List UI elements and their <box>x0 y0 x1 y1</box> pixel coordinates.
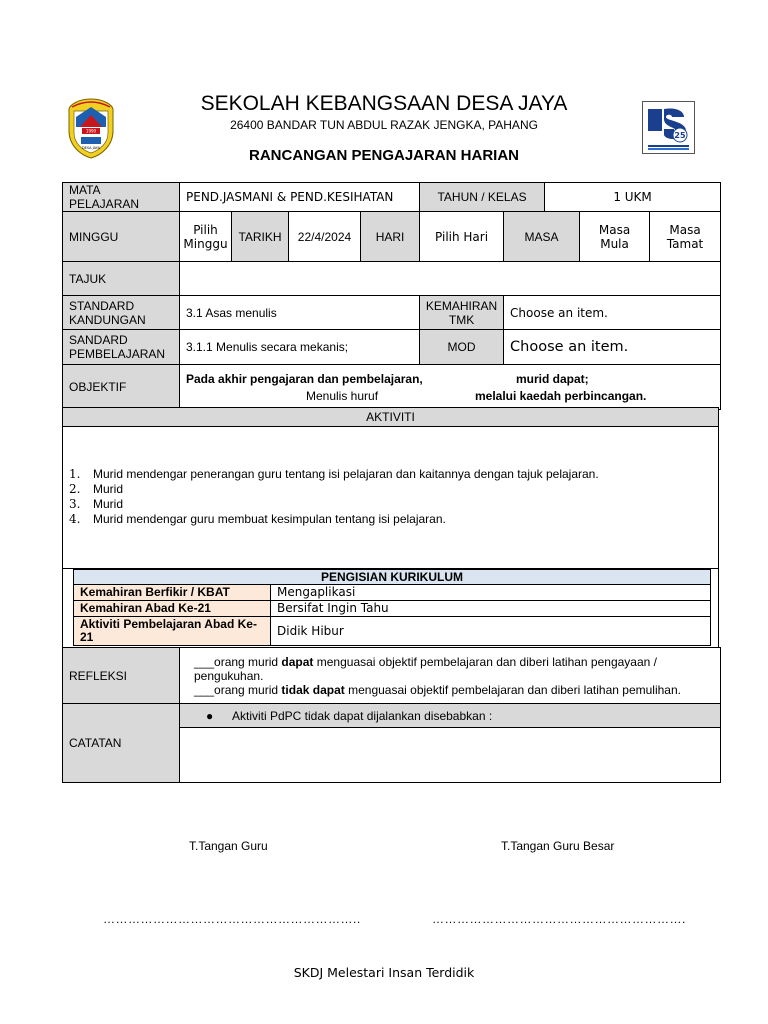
tarikh-value[interactable]: 22/4/2024 <box>289 212 361 262</box>
kemahiran-tmk-dropdown[interactable]: Choose an item. <box>504 296 721 330</box>
kurikulum-title: PENGISIAN KURIKULUM <box>74 570 711 585</box>
crest-text: DESA JAYA <box>81 146 101 150</box>
signature-guru-label: T.Tangan Guru <box>189 839 268 853</box>
aktiviti-step: 1. Murid mendengar penerangan guru tentang isi pelajaran dan kaitannya dengan tajuk pelajaran. <box>69 467 599 481</box>
standard-pembelajaran-label: SANDARD PEMBELAJARAN <box>63 330 180 365</box>
standard-kandungan-value[interactable]: 3.1 Asas menulis <box>180 296 420 330</box>
school-address: 26400 BANDAR TUN ABDUL RAZAK JENGKA, PAHANG <box>230 118 538 132</box>
refleksi-label: REFLEKSI <box>63 648 180 704</box>
standard-kandungan-label: STANDARD KANDUNGAN <box>63 296 180 330</box>
mod-dropdown[interactable]: Choose an item. <box>504 330 721 365</box>
signature-guru-line: …………………………………………………….. <box>103 912 361 926</box>
aktiviti-steps <box>69 467 599 527</box>
tahun-kelas-value[interactable]: 1 UKM <box>545 183 721 212</box>
objektif-line1-start: Pada akhir pengajaran dan pembelajaran, <box>186 372 423 386</box>
objektif-line2-start: Menulis huruf <box>306 389 379 403</box>
aktiviti-step: 2. Murid <box>69 482 124 496</box>
anniversary-number: 25 <box>674 131 686 140</box>
mod-label: MOD <box>420 330 504 365</box>
minggu-dropdown[interactable]: Pilih Minggu <box>180 212 232 262</box>
school-motto: SKDJ Melestari Insan Terdidik <box>293 965 475 980</box>
catatan-bullet-row[interactable] <box>180 704 721 728</box>
kbat-value[interactable]: Mengaplikasi <box>271 585 711 601</box>
mata-pelajaran-value[interactable]: PEND.JASMANI & PEND.KESIHATAN <box>180 183 420 212</box>
refleksi-line-dapat: ___orang murid dapat menguasai objektif pembelajaran dan diberi latihan pengayaan / pengukuhan. <box>194 654 657 683</box>
tahun-kelas-label: TAHUN / KELAS <box>420 183 545 212</box>
catatan-value[interactable] <box>180 728 721 783</box>
abad21-value[interactable]: Bersifat Ingin Tahu <box>271 601 711 617</box>
aktiviti-abad21-value[interactable]: Didik Hibur <box>271 617 711 646</box>
minggu-label: MINGGU <box>63 212 180 262</box>
signature-guru-besar-line: ……………………………………………………. <box>432 912 686 926</box>
hari-dropdown[interactable]: Pilih Hari <box>420 212 504 262</box>
aktiviti-abad21-label: Aktiviti Pembelajaran Abad Ke-21 <box>74 617 271 646</box>
kemahiran-tmk-label: KEMAHIRAN TMK <box>420 296 504 330</box>
refleksi-catatan-table <box>62 647 720 783</box>
anniversary-logo <box>642 101 695 154</box>
document-title: RANCANGAN PENGAJARAN HARIAN <box>248 147 519 164</box>
tajuk-label: TAJUK <box>63 262 180 296</box>
standard-pembelajaran-value[interactable]: 3.1.1 Menulis secara mekanis; <box>180 330 420 365</box>
catatan-bullet-text: Aktiviti PdPC tidak dapat dijalankan disebabkan : <box>232 708 493 723</box>
mata-pelajaran-label: MATA PELAJARAN <box>63 183 180 212</box>
aktiviti-body[interactable] <box>62 427 719 569</box>
school-name: SEKOLAH KEBANGSAAN DESA JAYA <box>200 92 568 115</box>
refleksi-line-tidak-dapat: ___orang murid tidak dapat menguasai objektif pembelajaran dan diberi latihan pemulihan. <box>194 682 681 697</box>
hari-label: HARI <box>361 212 420 262</box>
info-table <box>62 182 720 407</box>
masa-mula-dropdown[interactable]: Masa Mula <box>580 212 650 262</box>
bullet-icon: ● <box>206 708 214 723</box>
objektif-value[interactable] <box>180 365 721 410</box>
crest-year: 1990 <box>85 128 97 134</box>
objektif-line2-end: melalui kaedah perbincangan. <box>475 389 647 403</box>
objektif-line1-end: murid dapat; <box>516 372 589 386</box>
aktiviti-step: 4. Murid mendengar guru membuat kesimpulan tentang isi pelajaran. <box>69 512 446 526</box>
kbat-label: Kemahiran Berfikir / KBAT <box>74 585 271 601</box>
masa-tamat-dropdown[interactable]: Masa Tamat <box>650 212 721 262</box>
masa-label: MASA <box>504 212 580 262</box>
aktiviti-header: AKTIVITI <box>62 407 719 427</box>
aktiviti-step: 3. Murid <box>69 497 124 511</box>
catatan-label: CATATAN <box>63 704 180 783</box>
refleksi-value[interactable] <box>180 648 721 704</box>
kurikulum-table <box>73 569 710 646</box>
tarikh-label: TARIKH <box>232 212 289 262</box>
tajuk-value[interactable] <box>180 262 721 296</box>
objektif-label: OBJEKTIF <box>63 365 180 410</box>
signature-guru-besar-label: T.Tangan Guru Besar <box>501 839 615 853</box>
abad21-label: Kemahiran Abad Ke-21 <box>74 601 271 617</box>
